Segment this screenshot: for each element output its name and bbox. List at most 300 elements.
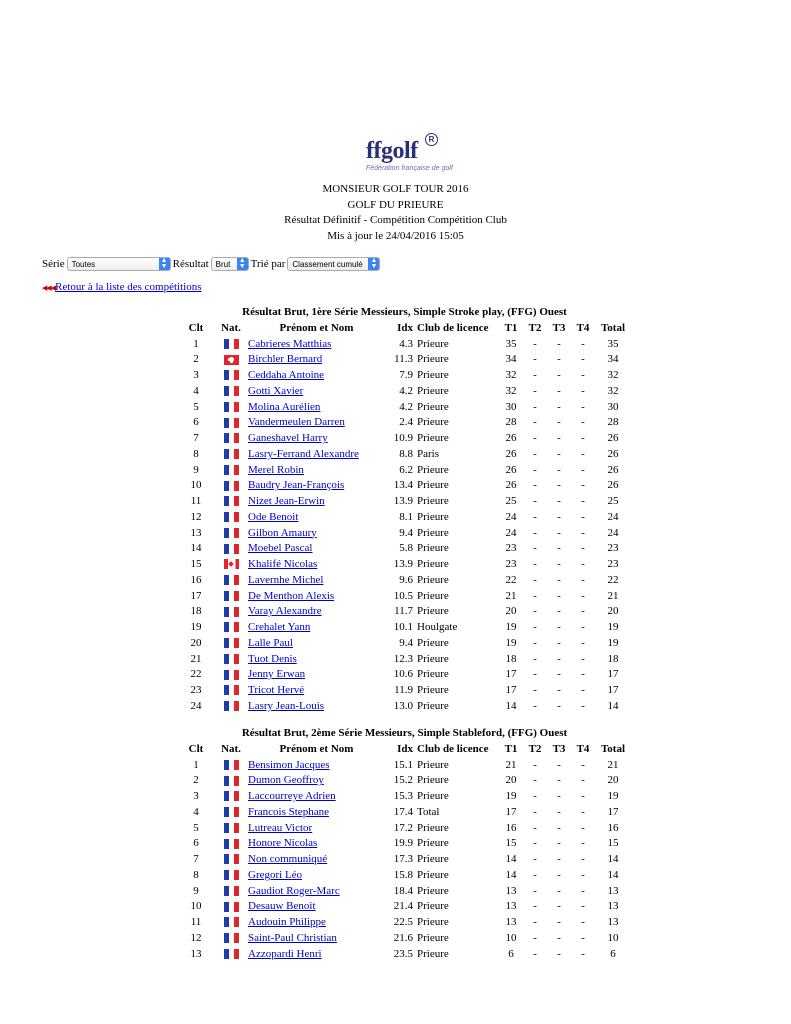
t4-cell: - [581, 758, 585, 771]
nationality-cell [214, 636, 248, 652]
club-cell: Prieure [417, 573, 449, 586]
club-cell: Prieure [417, 558, 449, 570]
player-link[interactable]: Bensimon Jacques [248, 758, 330, 771]
t3-cell: - [557, 805, 561, 818]
flag-fr-icon [224, 701, 239, 711]
idx-cell: 10.1 [393, 621, 413, 633]
total-cell: 28 [607, 416, 619, 429]
t3-cell: - [557, 526, 561, 539]
t2-cell: - [533, 384, 537, 397]
t3-cell: - [557, 684, 561, 696]
idx-cell: 15.2 [393, 774, 413, 787]
table-row [178, 620, 631, 636]
t4-cell: - [581, 853, 585, 865]
player-link[interactable]: Tricot Hervé [248, 684, 305, 696]
clt-cell: 8 [193, 868, 199, 881]
t1-cell: 23 [505, 558, 517, 570]
t2-cell: - [533, 774, 537, 787]
nationality-cell [214, 494, 248, 510]
t2-cell: - [533, 900, 537, 913]
club-cell: Prieure [417, 868, 449, 881]
t4-cell: - [581, 931, 585, 944]
nationality-cell [214, 463, 248, 479]
idx-cell: 18.4 [393, 884, 413, 897]
player-name-cell [248, 494, 385, 510]
total-cell: 26 [607, 463, 619, 476]
nationality-cell [214, 931, 248, 947]
idx-cell: 10.6 [393, 668, 413, 681]
player-link[interactable]: Ode Benoit [248, 510, 299, 523]
t1-cell: 22 [505, 573, 517, 586]
flag-fr-icon [224, 685, 239, 695]
t2-cell: - [533, 805, 537, 818]
player-link[interactable]: De Menthon Alexis [248, 589, 335, 602]
idx-cell: 8.8 [399, 447, 413, 460]
total-cell: 25 [607, 495, 619, 507]
nationality-cell [214, 589, 248, 605]
idx-cell: 21.6 [393, 931, 413, 944]
clt-cell: 8 [193, 447, 199, 460]
table-row [178, 821, 631, 837]
flag-fr-icon [224, 544, 239, 554]
t3-cell: - [557, 495, 561, 507]
t2-cell: - [533, 542, 537, 555]
clt-cell: 15 [190, 558, 202, 570]
resultat-select[interactable] [211, 257, 249, 271]
flag-fr-icon [224, 854, 239, 864]
idx-cell: 4.2 [399, 400, 413, 413]
table-row [178, 526, 631, 542]
total-cell: 19 [607, 790, 619, 802]
nationality-cell [214, 368, 248, 384]
back-to-competitions-link[interactable]: Retour à la liste des compétitions [55, 281, 202, 293]
player-name-cell [248, 683, 385, 699]
filter-bar [42, 256, 382, 272]
t1-cell: 21 [505, 589, 517, 602]
t3-cell: - [557, 790, 561, 802]
total-cell: 30 [607, 400, 619, 413]
t1-cell: 24 [505, 526, 517, 539]
t3-cell: - [557, 416, 561, 429]
club-cell: Prieure [417, 510, 449, 523]
player-name-cell [248, 352, 385, 368]
t1-cell: 24 [505, 510, 517, 523]
player-link[interactable]: Moebel Pascal [248, 542, 313, 555]
player-link[interactable]: Vandermeulen Darren [248, 416, 345, 429]
player-link[interactable]: Lasry-Ferrand Alexandre [248, 447, 359, 460]
column-header-t4: T4 [576, 742, 590, 755]
table-row [178, 431, 631, 447]
t2-cell: - [533, 621, 537, 633]
player-link[interactable]: Tuot Denis [248, 652, 297, 665]
idx-cell: 8.1 [399, 510, 413, 523]
player-link[interactable]: Saint-Paul Christian [248, 931, 337, 944]
t3-cell: - [557, 916, 561, 928]
player-link[interactable]: Non communiqué [248, 853, 328, 865]
player-name-cell [248, 463, 385, 479]
player-link[interactable]: Gregori Léo [248, 868, 303, 881]
t2-cell: - [533, 668, 537, 681]
column-header-total: Total [600, 321, 626, 334]
idx-cell: 13.4 [393, 479, 413, 492]
t2-cell: - [533, 605, 537, 618]
player-link[interactable]: Azzopardi Henri [248, 947, 322, 960]
player-link[interactable]: Crehalet Yann [248, 621, 311, 633]
nationality-cell [214, 758, 248, 774]
player-link[interactable]: Merel Robin [248, 463, 304, 476]
competition-header [0, 182, 791, 244]
player-name-cell [248, 510, 385, 526]
club-cell: Houlgate [417, 621, 458, 633]
column-header-name: Prénom et Nom [279, 742, 354, 755]
clt-cell: 7 [193, 853, 199, 865]
t2-cell: - [533, 652, 537, 665]
column-header-t1: T1 [504, 321, 518, 334]
table-caption: Résultat Brut, 1ère Série Messieurs, Simple Stroke play, (FFG) Ouest [242, 306, 567, 318]
t2-cell: - [533, 821, 537, 834]
nationality-cell [214, 447, 248, 463]
t3-cell: - [557, 758, 561, 771]
nationality-cell [214, 557, 248, 573]
total-cell: 16 [607, 821, 619, 834]
table-row [178, 352, 631, 368]
clt-cell: 22 [190, 668, 202, 681]
t4-cell: - [581, 774, 585, 787]
clt-cell: 2 [193, 353, 199, 366]
club-cell: Prieure [417, 684, 449, 696]
club-cell: Total [417, 805, 440, 818]
flag-fr-icon [224, 465, 239, 475]
total-cell: 23 [607, 558, 619, 570]
column-header-name: Prénom et Nom [279, 321, 354, 334]
flag-ch-icon [224, 355, 239, 365]
idx-cell: 10.9 [393, 432, 413, 444]
idx-cell: 12.3 [393, 652, 413, 665]
clt-cell: 7 [193, 432, 199, 444]
serie-select[interactable] [67, 257, 171, 271]
t2-cell: - [533, 479, 537, 492]
tri-select-value: Classement cumulé [292, 259, 363, 269]
t3-cell: - [557, 884, 561, 897]
t4-cell: - [581, 805, 585, 818]
t3-cell: - [557, 868, 561, 881]
clt-cell: 4 [193, 384, 199, 397]
table-row [178, 494, 631, 510]
t4-cell: - [581, 868, 585, 881]
player-name-cell [248, 604, 385, 620]
idx-cell: 13.0 [393, 699, 413, 712]
player-name-cell [248, 573, 385, 589]
total-cell: 26 [607, 479, 619, 492]
club-cell: Prieure [417, 495, 449, 507]
t3-cell: - [557, 353, 561, 366]
select-arrows-icon: ▲ ▼ [159, 258, 170, 270]
idx-cell: 7.9 [399, 369, 413, 381]
nationality-cell [214, 947, 248, 963]
table-row [178, 773, 631, 789]
t2-cell: - [533, 400, 537, 413]
player-link[interactable]: Dumon Geoffroy [248, 774, 324, 787]
clt-cell: 6 [193, 837, 199, 850]
t1-cell: 19 [505, 790, 517, 802]
t3-cell: - [557, 699, 561, 712]
player-name-cell [248, 884, 385, 900]
table-row [178, 589, 631, 605]
player-name-cell [248, 415, 385, 431]
t1-cell: 25 [505, 495, 517, 507]
result-status: Résultat Définitif - Compétition Compétition Club [284, 214, 507, 226]
player-name-cell [248, 652, 385, 668]
column-header-nat: Nat. [221, 742, 241, 755]
player-link[interactable]: Molina Aurélien [248, 400, 321, 413]
column-header-t2: T2 [528, 321, 542, 334]
clt-cell: 6 [193, 416, 199, 429]
player-link[interactable]: Francois Stephane [248, 805, 329, 818]
nationality-cell [214, 821, 248, 837]
flag-fr-icon [224, 607, 239, 617]
player-name-cell [248, 557, 385, 573]
club-cell: Prieure [417, 699, 449, 712]
t3-cell: - [557, 432, 561, 444]
t2-cell: - [533, 447, 537, 460]
tri-select[interactable] [287, 257, 380, 271]
resultat-select-value: Brut [215, 259, 231, 269]
idx-cell: 5.8 [399, 542, 413, 555]
idx-cell: 9.6 [399, 573, 413, 586]
player-name-cell [248, 899, 385, 915]
clt-cell: 13 [190, 947, 202, 960]
player-link[interactable]: Honore Nicolas [248, 837, 318, 850]
player-name-cell [248, 699, 385, 715]
nationality-cell [214, 805, 248, 821]
player-name-cell [248, 337, 385, 353]
table-row [178, 805, 631, 821]
clt-cell: 10 [190, 479, 202, 492]
flag-fr-icon [224, 638, 239, 648]
player-link[interactable]: Audouin Philippe [248, 916, 326, 928]
total-cell: 17 [607, 668, 619, 681]
club-cell: Prieure [417, 369, 449, 381]
player-link[interactable]: Baudry Jean-François [248, 479, 345, 492]
total-cell: 21 [607, 758, 619, 771]
player-name-cell [248, 620, 385, 636]
t2-cell: - [533, 432, 537, 444]
t3-cell: - [557, 558, 561, 570]
t1-cell: 17 [505, 684, 517, 696]
player-link[interactable]: Ceddaha Antoine [248, 369, 325, 381]
player-name-cell [248, 589, 385, 605]
table-row [178, 789, 631, 805]
clt-cell: 5 [193, 400, 199, 413]
player-name-cell [248, 526, 385, 542]
flag-fr-icon [224, 433, 239, 443]
clt-cell: 4 [193, 805, 199, 818]
t2-cell: - [533, 337, 537, 350]
nationality-cell [214, 431, 248, 447]
clt-cell: 20 [190, 636, 202, 649]
t2-cell: - [533, 758, 537, 771]
t1-cell: 26 [505, 432, 517, 444]
t4-cell: - [581, 400, 585, 413]
t1-cell: 35 [505, 337, 517, 350]
idx-cell: 4.3 [399, 337, 413, 350]
total-cell: 32 [607, 369, 619, 381]
results-table-serie-1 [178, 305, 631, 715]
player-link[interactable]: Lasry Jean-Louis [248, 699, 325, 712]
t1-cell: 17 [505, 668, 517, 681]
table-caption: Résultat Brut, 2ème Série Messieurs, Simple Stableford, (FFG) Ouest [241, 727, 568, 739]
clt-cell: 12 [190, 931, 202, 944]
player-name-cell [248, 478, 385, 494]
t4-cell: - [581, 510, 585, 523]
nationality-cell [214, 667, 248, 683]
table-row [178, 415, 631, 431]
player-link[interactable]: Birchler Bernard [248, 353, 323, 366]
column-header-total: Total [600, 742, 626, 755]
table-header-row [178, 742, 631, 758]
t1-cell: 10 [505, 931, 517, 944]
player-link[interactable]: Desauw Benoit [248, 900, 316, 913]
clt-cell: 14 [190, 542, 202, 555]
idx-cell: 9.4 [399, 526, 413, 539]
table-row [178, 852, 631, 868]
flag-fr-icon [224, 917, 239, 927]
player-name-cell [248, 541, 385, 557]
total-cell: 13 [607, 884, 619, 897]
club-cell: Prieure [417, 837, 449, 850]
player-name-cell [248, 821, 385, 837]
flag-fr-icon [224, 776, 239, 786]
player-link[interactable]: Ganeshavel Harry [248, 432, 328, 444]
player-name-cell [248, 368, 385, 384]
player-name-cell [248, 758, 385, 774]
nationality-cell [214, 400, 248, 416]
flag-fr-icon [224, 591, 239, 601]
player-name-cell [248, 384, 385, 400]
t2-cell: - [533, 699, 537, 712]
table-row [178, 400, 631, 416]
t4-cell: - [581, 337, 585, 350]
total-cell: 24 [607, 510, 619, 523]
total-cell: 13 [607, 916, 619, 928]
back-arrows-icon: ◀◀◀ [42, 284, 56, 292]
player-link[interactable]: Jenny Erwan [248, 668, 306, 681]
idx-cell: 13.9 [393, 495, 413, 507]
nationality-cell [214, 699, 248, 715]
flag-fr-icon [224, 402, 239, 412]
table-row [178, 836, 631, 852]
nationality-cell [214, 868, 248, 884]
club-cell: Prieure [417, 900, 449, 913]
total-cell: 19 [607, 636, 619, 649]
t2-cell: - [533, 589, 537, 602]
club-cell: Prieure [417, 853, 449, 865]
flag-fr-icon [224, 902, 239, 912]
column-header-t3: T3 [552, 742, 566, 755]
player-link[interactable]: Nizet Jean-Erwin [248, 495, 325, 507]
tour-title: MONSIEUR GOLF TOUR 2016 [322, 183, 469, 195]
t4-cell: - [581, 837, 585, 850]
t3-cell: - [557, 542, 561, 555]
club-cell: Prieure [417, 931, 449, 944]
idx-cell: 23.5 [393, 947, 413, 960]
t1-cell: 28 [505, 416, 517, 429]
total-cell: 20 [607, 774, 619, 787]
player-link[interactable]: Varay Alexandre [248, 605, 322, 618]
t3-cell: - [557, 463, 561, 476]
player-name-cell [248, 836, 385, 852]
nationality-cell [214, 352, 248, 368]
player-link[interactable]: Cabrieres Matthias [248, 337, 332, 350]
player-link[interactable]: Gaudiot Roger-Marc [248, 884, 340, 897]
clt-cell: 19 [190, 621, 202, 633]
player-link[interactable]: Gotti Xavier [248, 384, 304, 397]
select-arrows-icon: ▲ ▼ [368, 258, 379, 270]
serie-select-value: Toutes [71, 259, 96, 269]
clt-cell: 3 [193, 790, 199, 802]
table-row [178, 557, 631, 573]
t1-cell: 20 [505, 605, 517, 618]
player-link[interactable]: Gilbon Amaury [248, 526, 317, 539]
flag-ca-icon [224, 559, 239, 569]
player-link[interactable]: Khalifé Nicolas [248, 558, 318, 570]
clt-cell: 18 [190, 605, 202, 618]
t1-cell: 21 [505, 758, 517, 771]
clt-cell: 16 [190, 573, 202, 586]
nationality-cell [214, 789, 248, 805]
flag-fr-icon [224, 760, 239, 770]
total-cell: 15 [607, 837, 619, 850]
table-row [178, 604, 631, 620]
player-name-cell [248, 400, 385, 416]
t4-cell: - [581, 558, 585, 570]
t3-cell: - [557, 774, 561, 787]
clt-cell: 23 [190, 684, 202, 696]
idx-cell: 17.4 [393, 805, 413, 818]
player-link[interactable]: Lalle Paul [248, 636, 293, 649]
t1-cell: 14 [505, 853, 517, 865]
flag-fr-icon [224, 839, 239, 849]
table-row [178, 368, 631, 384]
player-name-cell [248, 431, 385, 447]
t3-cell: - [557, 837, 561, 850]
clt-cell: 9 [193, 463, 199, 476]
player-link[interactable]: Laccourreye Adrien [248, 790, 336, 802]
column-header-t4: T4 [576, 321, 590, 334]
clt-cell: 11 [190, 495, 202, 507]
idx-cell: 10.5 [393, 589, 413, 602]
column-header-idx: Idx [397, 321, 413, 334]
player-link[interactable]: Lutreau Victor [248, 821, 313, 834]
t3-cell: - [557, 605, 561, 618]
t4-cell: - [581, 605, 585, 618]
clt-cell: 24 [190, 699, 202, 712]
clt-cell: 2 [193, 774, 199, 787]
total-cell: 14 [607, 853, 619, 865]
golf-name: GOLF DU PRIEURE [347, 198, 444, 211]
t4-cell: - [581, 369, 585, 381]
player-name-cell [248, 805, 385, 821]
idx-cell: 15.8 [393, 868, 413, 881]
table-row [178, 915, 631, 931]
flag-fr-icon [224, 670, 239, 680]
back-link-row [42, 281, 202, 293]
club-cell: Prieure [417, 668, 449, 681]
idx-cell: 2.4 [399, 416, 413, 429]
t4-cell: - [581, 495, 585, 507]
player-link[interactable]: Lavernhe Michel [248, 573, 324, 586]
table-row [178, 667, 631, 683]
